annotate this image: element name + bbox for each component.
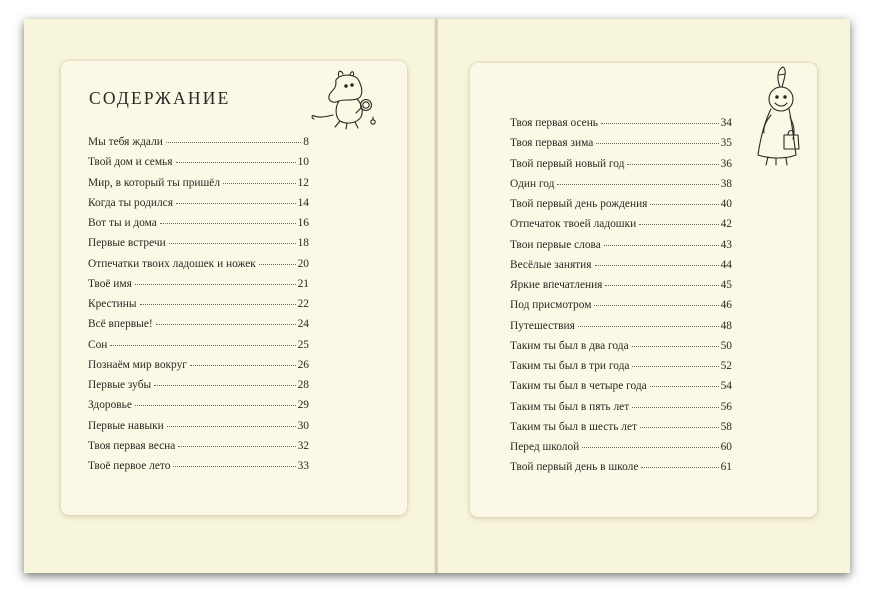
toc-entry[interactable] (510, 137, 732, 157)
toc-entry[interactable] (88, 318, 309, 338)
toc-entry[interactable] (88, 359, 309, 379)
dot-leader (176, 162, 296, 163)
toc-entry-page: 25 (297, 338, 309, 351)
toc-entry-page: 35 (720, 137, 732, 150)
toc-entry-page: 12 (297, 176, 309, 189)
toc-entry-title: Здоровье (88, 399, 132, 412)
toc-entry-page: 20 (297, 257, 309, 270)
toc-entry-page: 60 (720, 441, 732, 453)
toc-entry[interactable] (510, 340, 732, 360)
toc-entry[interactable] (510, 117, 732, 137)
dot-leader (582, 447, 718, 448)
toc-entry-title: Когда ты родился (88, 196, 173, 209)
toc-entry-title: Твоё первое лето (88, 460, 171, 472)
toc-entry-page: 32 (297, 439, 309, 452)
toc-entry[interactable] (510, 320, 732, 340)
toc-entry-title: Твоё имя (88, 277, 132, 290)
toc-entry-page: 46 (720, 299, 732, 312)
toc-entry-title: Отпечаток твоей ладошки (510, 218, 637, 231)
toc-entry-title: Таким ты был в четыре года (510, 380, 647, 393)
dot-leader (557, 184, 718, 185)
toc-entry-title: Таким ты был в три года (510, 360, 630, 372)
toc-entry-title: Твой первый день рождения (510, 198, 648, 210)
toc-entry[interactable] (510, 441, 732, 461)
toc-entry-title: Твой первый новый год (510, 157, 625, 170)
toc-entry[interactable] (88, 440, 309, 460)
dot-leader (135, 284, 296, 285)
toc-entry[interactable] (510, 178, 732, 198)
toc-entry-page: 44 (720, 258, 732, 271)
toc-entry-title: Всё впервые! (88, 318, 153, 331)
toc-entry-title: Яркие впечатления (510, 279, 603, 291)
dot-leader (641, 467, 718, 468)
toc-entry[interactable] (510, 259, 732, 279)
toc-entry-page: 52 (720, 360, 732, 372)
toc-entry-page: 21 (297, 277, 309, 290)
toc-entry[interactable] (88, 258, 309, 278)
dot-leader (178, 446, 295, 447)
dot-leader (650, 204, 718, 205)
moomin-sketch-icon (309, 63, 381, 135)
dot-leader (632, 407, 718, 408)
contents-list-left (88, 136, 309, 480)
toc-entry-page: 29 (297, 399, 309, 412)
toc-entry[interactable] (88, 217, 309, 237)
toc-entry-page: 22 (297, 298, 309, 310)
toc-entry-page: 30 (297, 419, 309, 432)
book-spread (24, 19, 850, 573)
toc-entry-title: Таким ты был в пять лет (510, 400, 630, 413)
toc-entry-page: 40 (720, 198, 732, 210)
toc-entry-page: 45 (720, 279, 732, 291)
dot-leader (594, 305, 718, 306)
toc-entry-title: Крестины (88, 298, 137, 310)
toc-entry-title: Твои первые слова (510, 238, 601, 251)
toc-entry-page: 42 (720, 218, 732, 231)
toc-entry[interactable] (88, 379, 309, 399)
toc-entry-page: 56 (720, 400, 732, 413)
little-my-sketch-icon (754, 63, 804, 167)
toc-entry-title: Твоя первая осень (510, 117, 598, 129)
toc-entry-title: Перед школой (510, 441, 580, 453)
toc-entry-title: Таким ты был в два года (510, 339, 629, 352)
toc-entry-page: 8 (303, 136, 309, 148)
toc-entry[interactable] (510, 461, 732, 481)
toc-entry-page: 10 (297, 156, 309, 169)
toc-entry-page: 16 (297, 217, 309, 229)
toc-entry-page: 48 (720, 319, 732, 332)
dot-leader (601, 123, 719, 124)
toc-entry-page: 18 (297, 237, 309, 250)
toc-entry-title: Первые зубы (88, 379, 152, 391)
toc-entry[interactable] (88, 460, 309, 480)
toc-entry-title: Познаём мир вокруг (88, 358, 187, 371)
toc-entry[interactable] (88, 339, 309, 359)
toc-entry-title: Один год (510, 177, 555, 190)
toc-entry[interactable] (88, 156, 309, 176)
dot-leader (169, 243, 296, 244)
toc-entry-title: Твой первый день в школе (510, 461, 639, 474)
dot-leader (135, 405, 296, 406)
contents-heading: СОДЕРЖАНИЕ (89, 88, 231, 108)
toc-entry[interactable] (510, 421, 732, 441)
dot-leader (166, 142, 301, 143)
toc-entry-title: Первые навыки (88, 419, 164, 432)
toc-entry-page: 36 (720, 157, 732, 170)
toc-entry[interactable] (510, 380, 732, 400)
toc-entry-title: Весёлые занятия (510, 258, 592, 271)
toc-entry[interactable] (510, 239, 732, 259)
toc-entry-page: 33 (297, 460, 309, 472)
toc-entry-page: 28 (297, 379, 309, 391)
dot-leader (632, 366, 718, 367)
toc-entry[interactable] (88, 177, 309, 197)
dot-leader (596, 143, 718, 144)
toc-entry-page: 26 (297, 358, 309, 371)
dot-leader (640, 427, 719, 428)
toc-entry-title: Твой дом и семья (88, 156, 173, 169)
toc-entry-title: Мы тебя ждали (88, 136, 163, 148)
dot-leader (160, 223, 296, 224)
dot-leader (190, 365, 296, 366)
dot-leader (604, 245, 719, 246)
toc-entry[interactable] (510, 279, 732, 299)
dot-leader (639, 224, 718, 225)
toc-entry-page: 14 (297, 196, 309, 209)
toc-entry[interactable] (510, 360, 732, 380)
toc-entry-title: Путешествия (510, 319, 575, 332)
toc-entry-page: 54 (720, 380, 732, 393)
dot-leader (605, 285, 718, 286)
dot-leader (627, 164, 718, 165)
dot-leader (173, 466, 295, 467)
dot-leader (259, 264, 296, 265)
dot-leader (595, 265, 719, 266)
toc-entry[interactable] (510, 401, 732, 421)
toc-entry-title: Твоя первая весна (88, 439, 176, 452)
dot-leader (167, 426, 296, 427)
toc-entry-page: 43 (720, 238, 732, 251)
dot-leader (154, 385, 295, 386)
toc-entry-title: Таким ты был в шесть лет (510, 420, 638, 433)
right-page (438, 19, 850, 573)
toc-entry-page: 50 (720, 339, 732, 352)
dot-leader (650, 386, 719, 387)
toc-entry-page: 38 (720, 177, 732, 190)
dot-leader (223, 183, 296, 184)
toc-entry-page: 24 (297, 318, 309, 331)
dot-leader (578, 326, 719, 327)
toc-entry[interactable] (510, 198, 732, 218)
dot-leader (110, 345, 295, 346)
contents-list-right (510, 117, 732, 482)
dot-leader (156, 324, 296, 325)
dot-leader (176, 203, 296, 204)
toc-entry[interactable] (88, 420, 309, 440)
toc-entry-title: Первые встречи (88, 237, 166, 250)
toc-entry[interactable] (88, 298, 309, 318)
toc-entry[interactable] (88, 197, 309, 217)
toc-entry[interactable] (510, 299, 732, 319)
toc-entry[interactable] (88, 278, 309, 298)
toc-entry[interactable] (510, 218, 732, 238)
toc-entry[interactable] (88, 136, 309, 156)
dot-leader (632, 346, 719, 347)
dot-leader (140, 304, 296, 305)
toc-entry-page: 34 (720, 117, 732, 129)
toc-entry-title: Вот ты и дома (88, 217, 157, 229)
toc-entry[interactable] (88, 237, 309, 257)
left-page (24, 19, 436, 573)
toc-entry-title: Твоя первая зима (510, 137, 594, 150)
toc-entry-title: Мир, в который ты пришёл (88, 176, 221, 189)
toc-entry-title: Под присмотром (510, 299, 592, 312)
toc-entry-title: Отпечатки твоих ладошек и ножек (88, 257, 256, 270)
toc-entry-title: Сон (88, 338, 108, 351)
toc-entry-page: 58 (720, 420, 732, 433)
toc-entry[interactable] (88, 399, 309, 419)
toc-entry[interactable] (510, 158, 732, 178)
toc-entry-page: 61 (720, 461, 732, 474)
